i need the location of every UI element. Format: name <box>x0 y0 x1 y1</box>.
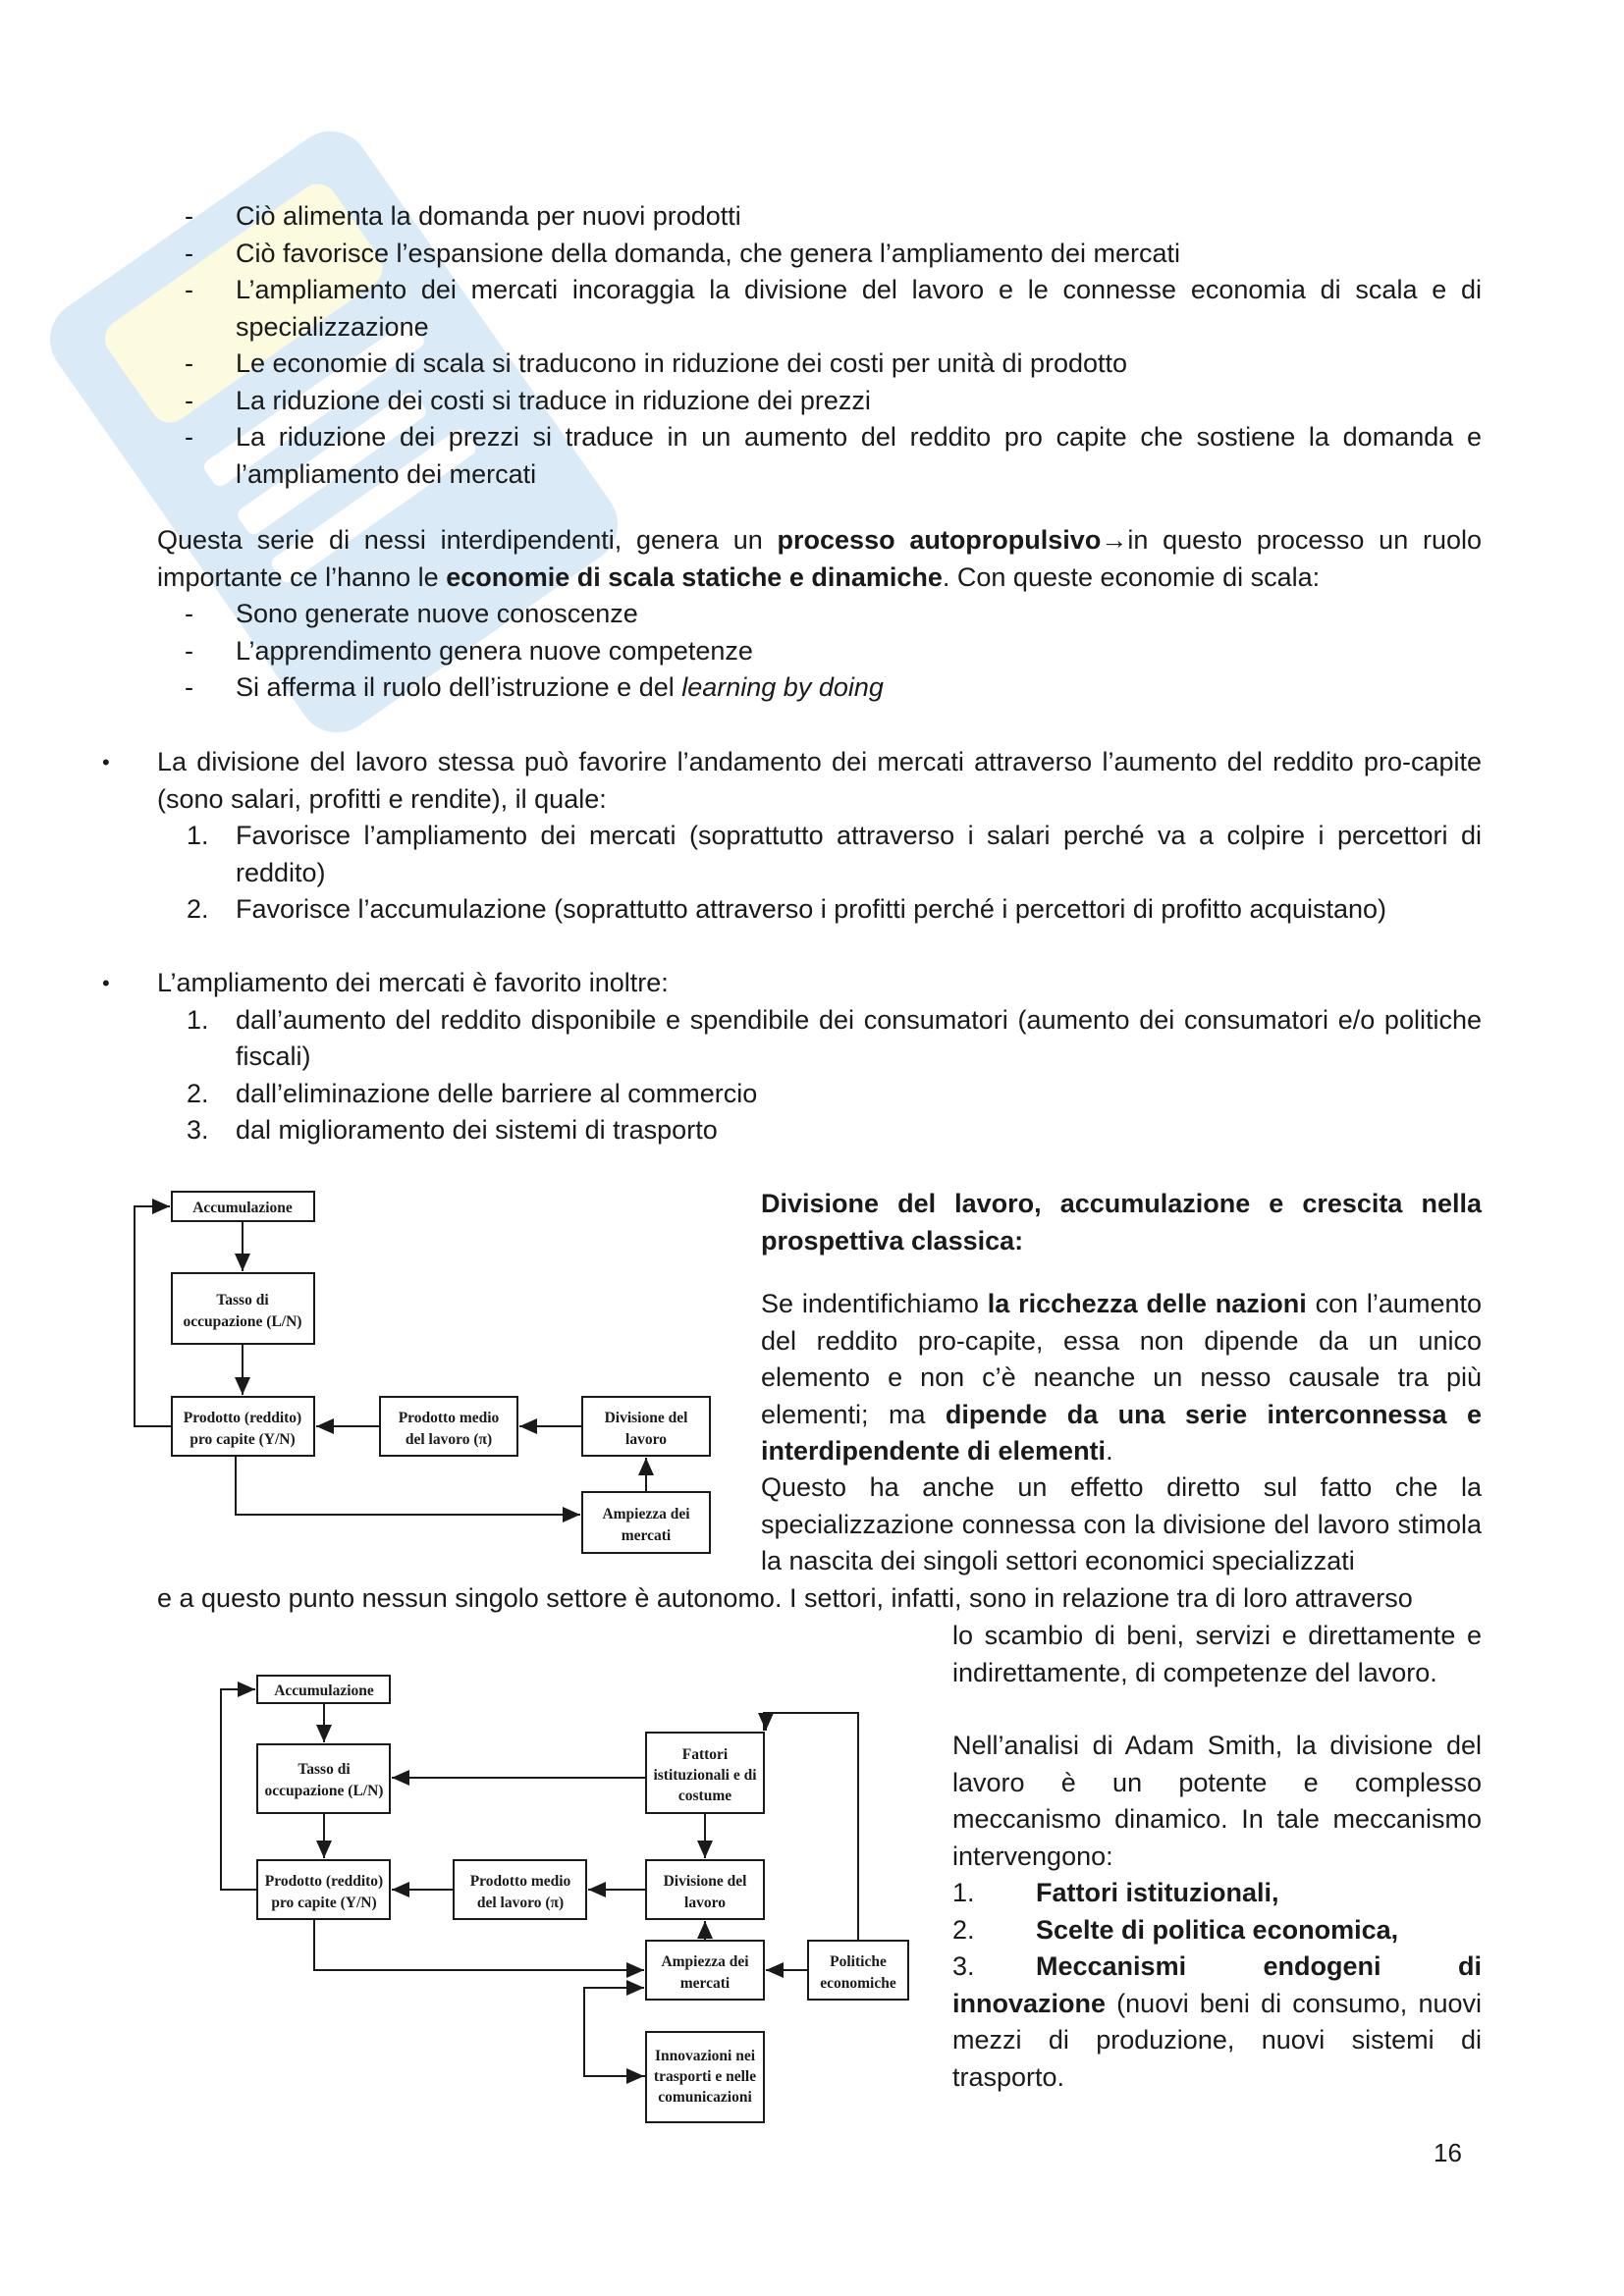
list-item: 2. Favorisce l’accumulazione (soprattutto attraverso i profitti perché i percettori di profitto acquistano) <box>187 894 1387 924</box>
label-fattori-3: costume <box>677 1788 732 1804</box>
label-tasso-1: Tasso di <box>298 1761 351 1778</box>
factors-list <box>952 1875 1482 2096</box>
label-divisione-1: Divisione del <box>604 1410 688 1426</box>
label-fattori-2: istituzionali e di <box>653 1767 757 1784</box>
list-item: 1. dall’aumento del reddito disponibile e spendibile dei consumatori (aumento dei consumatori e/o politiche fiscali) <box>187 1004 1482 1071</box>
paragraph-adam-smith: Nell’analisi di Adam Smith, la divisione del lavoro è un potente e complesso meccanismo dinamico. In tale meccanismo intervengono: <box>952 1731 1482 1871</box>
bullet-ampliamento-mercati <box>102 965 1482 1149</box>
label-prodotto-2: pro capite (Y/N) <box>189 1431 296 1448</box>
label-medio-1: Prodotto medio <box>398 1410 500 1426</box>
page-number: 16 <box>1434 2138 1462 2167</box>
label-medio-2: del lavoro (π) <box>405 1431 493 1448</box>
label-medio-2: del lavoro (π) <box>476 1895 565 1911</box>
list-item: - Le economie di scala si traducono in riduzione dei costi per unità di prodotto <box>185 348 1128 378</box>
list-item: • La divisione del lavoro stessa può favorire l’andamento dei mercati attraverso l’aumento del reddito pro-capite (sono salari, profitti e rendite), il quale: 1. Favorisce l’ampliamento dei mercati (soprattutto attraverso i salari perché va a colpire i percettori di reddito) 2. Favorisce l’accumulazione (soprattutto attraverso i profitti perché i percettori di profitto acquistano) <box>157 744 1482 929</box>
label-fattori-1: Fattori <box>681 1746 729 1763</box>
paragraph-specializzazione: Questo ha anche un effetto diretto sul fatto che la specializzazione connessa con la divisione del lavoro stimola la nascita dei singoli settori economici specializzati <box>761 1472 1482 1575</box>
label-divisione-1: Divisione del <box>663 1873 747 1890</box>
diagram-classical-growth <box>123 1183 727 1566</box>
list-item: - Sono generate nuove conoscenze <box>185 599 638 628</box>
paragraph-specializzazione-full-line: e a questo punto nessun singolo settore è autonomo. I settori, infatti, sono in relazione tra di loro attraverso <box>157 1583 1413 1613</box>
list-item: - Ciò alimenta la domanda per nuovi prodotti <box>185 201 741 231</box>
diagram-smith-mechanism <box>206 1664 923 2135</box>
label-prodotto-2: pro capite (Y/N) <box>271 1895 377 1911</box>
label-prodotto-1: Prodotto (reddito) <box>183 1410 302 1426</box>
label-divisione-2: lavoro <box>625 1431 667 1448</box>
list-item: - La riduzione dei prezzi si traduce in un aumento del reddito pro capite che sostiene la domanda e l’ampliamento dei mercati <box>185 422 1482 489</box>
label-tasso-1: Tasso di <box>216 1292 269 1308</box>
label-innovazioni-2: trasporti e nelle <box>653 2068 757 2085</box>
label-ampiezza-1: Ampiezza dei <box>661 1953 749 1970</box>
label-accumulazione: Accumulazione <box>192 1200 293 1216</box>
label-innovazioni-1: Innovazioni nei <box>654 2048 756 2064</box>
label-ampiezza-2: mercati <box>621 1527 672 1544</box>
list-item: - L’ampliamento dei mercati incoraggia la divisione del lavoro e le connesse economia di scala e di specializzazione <box>185 275 1482 342</box>
diagram-classical-growth-svg <box>123 1183 727 1566</box>
label-innovazioni-3: comunicazioni <box>658 2089 752 2106</box>
diagram-smith-mechanism-svg <box>206 1664 923 2135</box>
list-item: 2. dall’eliminazione delle barriere al commercio <box>187 1078 758 1108</box>
label-tasso-2: occupazione (L/N) <box>183 1313 302 1330</box>
label-tasso-2: occupazione (L/N) <box>264 1783 384 1799</box>
list-item: 3. dal miglioramento dei sistemi di trasporto <box>187 1115 718 1145</box>
label-politiche-1: Politiche <box>830 1953 887 1970</box>
list-item: 2. Scelte di politica economica, <box>952 1914 1399 1945</box>
list-item: 1. Fattori istituzionali, <box>952 1878 1279 1907</box>
section-title: Divisione del lavoro, accumulazione e crescita nella prospettiva classica: <box>761 1189 1482 1255</box>
consequence-list <box>185 198 1482 493</box>
list-item: - L’apprendimento genera nuove competenze <box>185 635 753 666</box>
label-prodotto-1: Prodotto (reddito) <box>264 1873 384 1890</box>
label-divisione-2: lavoro <box>684 1895 726 1911</box>
list-item: 3. Meccanismi endogeni di innovazione (nuovi beni di consumo, nuovi mezzi di produzione, nuovi sistemi di trasporto. <box>952 1951 1482 2092</box>
box-tasso <box>257 1744 390 1813</box>
list-item: - Ciò favorisce l’espansione della domanda, che genera l’ampliamento dei mercati <box>185 238 1181 268</box>
paragraph-specializzazione-tail: lo scambio di beni, servizi e direttamente e indirettamente, di competenze del lavoro. <box>952 1621 1482 1687</box>
list-item: - Si afferma il ruolo dell’istruzione e del learning by doing <box>185 672 884 702</box>
label-ampiezza-2: mercati <box>679 1975 731 1992</box>
label-medio-1: Prodotto medio <box>469 1873 571 1890</box>
list-item: • L’ampliamento dei mercati è favorito inoltre: 1. dall’aumento del reddito disponibile e spendibile dei consumatori (aumento dei consumatori e/o politiche fiscali) 2. dall’eliminazione delle barriere al commercio 3. dal miglioramento dei sistemi di trasporto <box>157 965 1482 1149</box>
box-tasso <box>172 1273 314 1344</box>
economies-list <box>185 596 1482 707</box>
label-politiche-2: economiche <box>820 1975 896 1992</box>
paragraph-ricchezza-nazioni: Se indentifichiamo la ricchezza delle nazioni con l’aumento del reddito pro-capite, essa non dipende da un unico elemento e non c’è neanche un nesso causale tra più elementi; ma dipende da una serie interconnessa e interdipendente di elementi. <box>761 1289 1482 1466</box>
label-ampiezza-1: Ampiezza dei <box>602 1506 690 1522</box>
list-item: - La riduzione dei costi si traduce in riduzione dei prezzi <box>185 385 871 415</box>
bullet-divisione-lavoro <box>102 744 1482 929</box>
label-accumulazione: Accumulazione <box>274 1682 374 1699</box>
list-item: 1. Favorisce l’ampliamento dei mercati (soprattutto attraverso i salari perché va a colpire i percettori di reddito) <box>187 821 1482 887</box>
paragraph-processo-autopropulsivo: Questa serie di nessi interdipendenti, genera un processo autopropulsivo→in questo processo un ruolo importante ce l’hanno le economie di scala statiche e dinamiche. Con queste economie di scala: <box>157 525 1482 592</box>
